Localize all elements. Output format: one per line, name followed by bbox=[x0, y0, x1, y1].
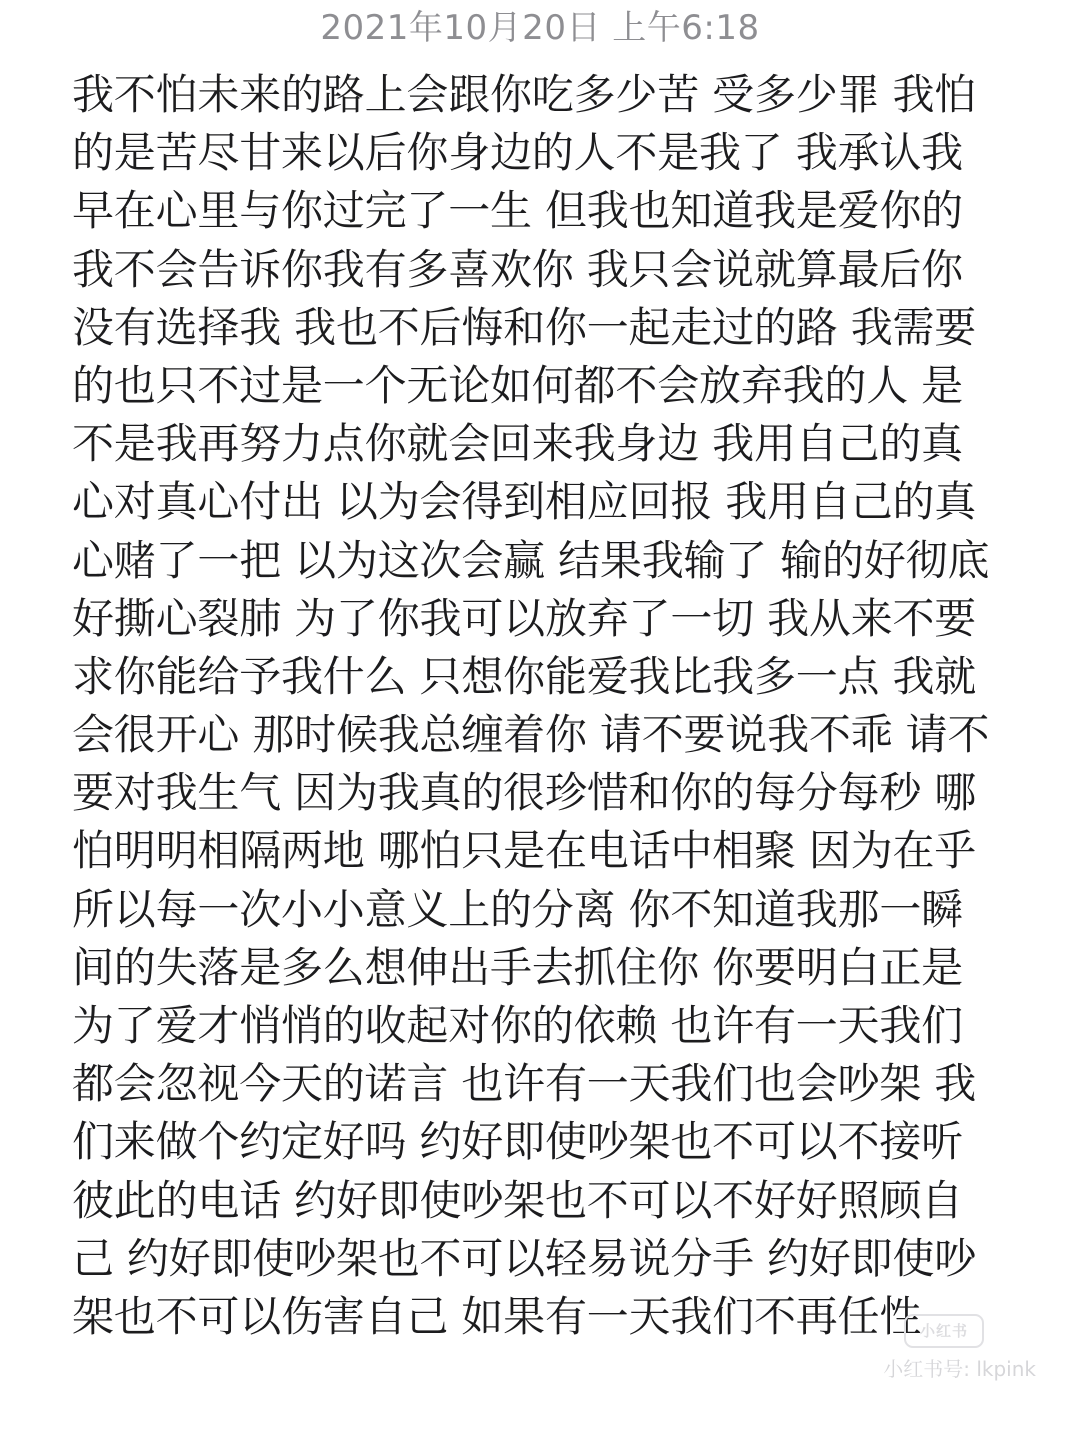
note-line: 的是苦尽甘来以后你身边的人不是我了 我承认我 bbox=[72, 128, 963, 178]
watermark bbox=[836, 1314, 1036, 1388]
note-line: 不是我再努力点你就会回来我身边 我用自己的真 bbox=[72, 419, 963, 469]
note-line: 会很开心 那时候我总缠着你 请不要说我不乖 请不 bbox=[72, 710, 990, 760]
note-line: 我不会告诉你我有多喜欢你 我只会说就算最后你 bbox=[72, 244, 963, 294]
note-line: 间的失落是多么想伸出手去抓住你 你要明白正是 bbox=[72, 942, 963, 992]
note-line: 早在心里与你过完了一生 但我也知道我是爱你的 bbox=[72, 186, 963, 236]
watermark-id: 小红书号: lkpink bbox=[883, 1357, 1036, 1381]
note-line: 好撕心裂肺 为了你我可以放弃了一切 我从来不要 bbox=[72, 593, 977, 643]
note-line: 我不怕未来的路上会跟你吃多少苦 受多少罪 我怕 bbox=[72, 70, 977, 119]
note-line: 为了爱才悄悄的收起对你的依赖 也许有一天我们 bbox=[72, 1001, 963, 1050]
note-line: 彼此的电话 约好即使吵架也不可以不好好照顾自 bbox=[72, 1175, 963, 1225]
note-line: 所以每一次小小意义上的分离 你不知道我那一瞬 bbox=[72, 884, 963, 934]
note-body[interactable] bbox=[72, 66, 1012, 1346]
note-line: 们来做个约定好吗 约好即使吵架也不可以不接听 bbox=[72, 1117, 963, 1167]
note-line: 没有选择我 我也不后悔和你一起走过的路 我需要 bbox=[72, 302, 977, 352]
note-line: 求你能给予我什么 只想你能爱我比我多一点 我就 bbox=[72, 651, 977, 701]
note-timestamp: 2021年10月20日 上午6:18 bbox=[320, 8, 760, 48]
note-header bbox=[0, 2, 1080, 54]
note-line: 的也只不过是一个无论如何都不会放弃我的人 是 bbox=[72, 360, 963, 410]
note-line: 怕明明相隔两地 哪怕只是在电话中相聚 因为在乎 bbox=[72, 826, 977, 876]
note-line: 要对我生气 因为我真的很珍惜和你的每分每秒 哪 bbox=[72, 768, 977, 818]
note-line: 心赌了一把 以为这次会赢 结果我输了 输的好彻底 bbox=[72, 535, 990, 585]
note-line: 己 约好即使吵架也不可以轻易说分手 约好即使吵 bbox=[72, 1233, 977, 1283]
note-line: 心对真心付出 以为会得到相应回报 我用自己的真 bbox=[72, 477, 977, 527]
note-line: 架也不可以伤害自己 如果有一天我们不再任性 bbox=[72, 1291, 922, 1341]
watermark-logo: 小红书 bbox=[904, 1314, 984, 1348]
note-line: 都会忽视今天的诺言 也许有一天我们也会吵架 我 bbox=[72, 1059, 977, 1109]
